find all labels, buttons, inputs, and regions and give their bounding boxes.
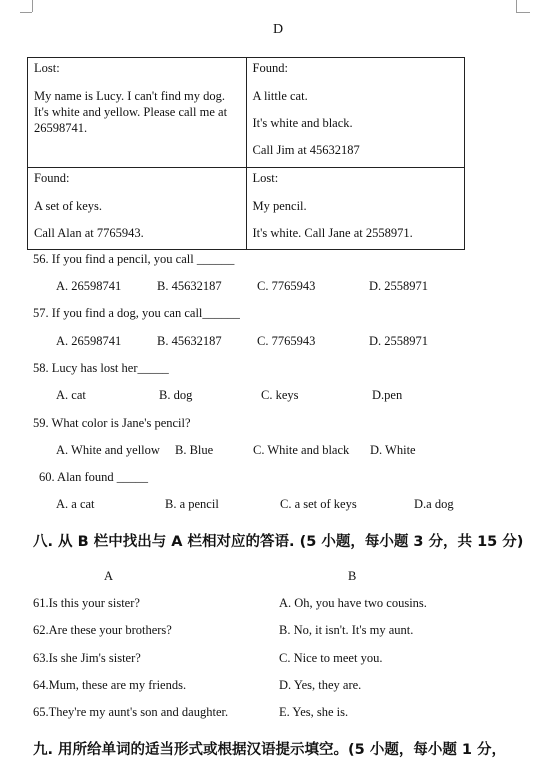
option: B. Blue: [175, 443, 214, 457]
matching-answer: C. Nice to meet you.: [279, 651, 383, 665]
matching-answer: A. Oh, you have two cousins.: [279, 596, 427, 610]
matching-question: 65.They're my aunt's son and daughter.: [33, 705, 229, 719]
section-9-heading: 九. 用所给单词的适当形式或根据汉语提示填空。(5 小题，每小题 1 分，: [33, 742, 507, 758]
option: D. White: [370, 443, 416, 457]
notice-header: Found:: [34, 171, 70, 185]
column-a-label: A: [104, 569, 114, 583]
notice-table: [27, 57, 465, 250]
option: B. dog: [159, 388, 193, 402]
section-letter: D: [273, 22, 284, 37]
option: C. 7765943: [257, 334, 316, 348]
question-stem: 59. What color is Jane's pencil?: [33, 416, 191, 430]
option: A. White and yellow: [56, 443, 160, 457]
section-8-heading: 八. 从 B 栏中找出与 A 栏相对应的答语. (5 小题，每小题 3 分，共 15 分): [33, 534, 524, 550]
notice-line: A set of keys.: [34, 199, 103, 213]
notice-line: 26598741.: [34, 121, 88, 135]
option: C. White and black: [253, 443, 350, 457]
crop-mark-top-left: [28, 0, 33, 12]
notice-line: A little cat.: [252, 89, 308, 103]
notice-cell: [28, 58, 247, 168]
option: D.pen: [372, 388, 403, 402]
crop-mark-top-right: [516, 0, 517, 12]
notice-header: Lost:: [34, 61, 60, 75]
notice-line: It's white and yellow. Please call me at: [34, 105, 228, 119]
option: B. 45632187: [157, 334, 222, 348]
notice-cell: [246, 168, 465, 250]
notice-header: Found:: [252, 61, 288, 75]
option: D. 2558971: [369, 279, 429, 293]
option: A. cat: [56, 388, 86, 402]
column-b-label: B: [348, 569, 357, 583]
option: C. 7765943: [257, 279, 316, 293]
matching-question: 64.Mum, these are my friends.: [33, 678, 187, 692]
question-stem: 60. Alan found _____: [39, 470, 149, 484]
option: A. 26598741: [56, 334, 122, 348]
matching-answer: B. No, it isn't. It's my aunt.: [279, 623, 414, 637]
notice-cell: [246, 58, 465, 168]
question-stem: 58. Lucy has lost her_____: [33, 361, 169, 375]
matching-answer: E. Yes, she is.: [279, 705, 349, 719]
question-stem: 57. If you find a dog, you can call______: [33, 306, 240, 320]
notice-line: It's white. Call Jane at 2558971.: [252, 226, 413, 240]
option: A. a cat: [56, 497, 95, 511]
notice-line: Call Alan at 7765943.: [34, 226, 144, 240]
matching-question: 62.Are these your brothers?: [33, 623, 172, 637]
option: A. 26598741: [56, 279, 122, 293]
notice-line: My pencil.: [252, 199, 307, 213]
notice-line: It's white and black.: [252, 116, 353, 130]
option: B. 45632187: [157, 279, 222, 293]
option: D. 2558971: [369, 334, 429, 348]
option: B. a pencil: [165, 497, 219, 511]
notice-line: My name is Lucy. I can't find my dog.: [34, 89, 225, 103]
matching-question: 61.Is this your sister?: [33, 596, 140, 610]
question-stem: 56. If you find a pencil, you call ______: [33, 252, 235, 266]
notice-line: Call Jim at 45632187: [252, 143, 360, 157]
matching-answer: D. Yes, they are.: [279, 678, 362, 692]
crop-mark-top-right-h: [516, 12, 530, 13]
crop-mark-top-left-h: [20, 12, 32, 13]
option: D.a dog: [414, 497, 454, 511]
matching-question: 63.Is she Jim's sister?: [33, 651, 141, 665]
option: C. keys: [261, 388, 299, 402]
notice-header: Lost:: [252, 171, 279, 185]
notice-cell: [28, 168, 247, 250]
option: C. a set of keys: [280, 497, 357, 511]
